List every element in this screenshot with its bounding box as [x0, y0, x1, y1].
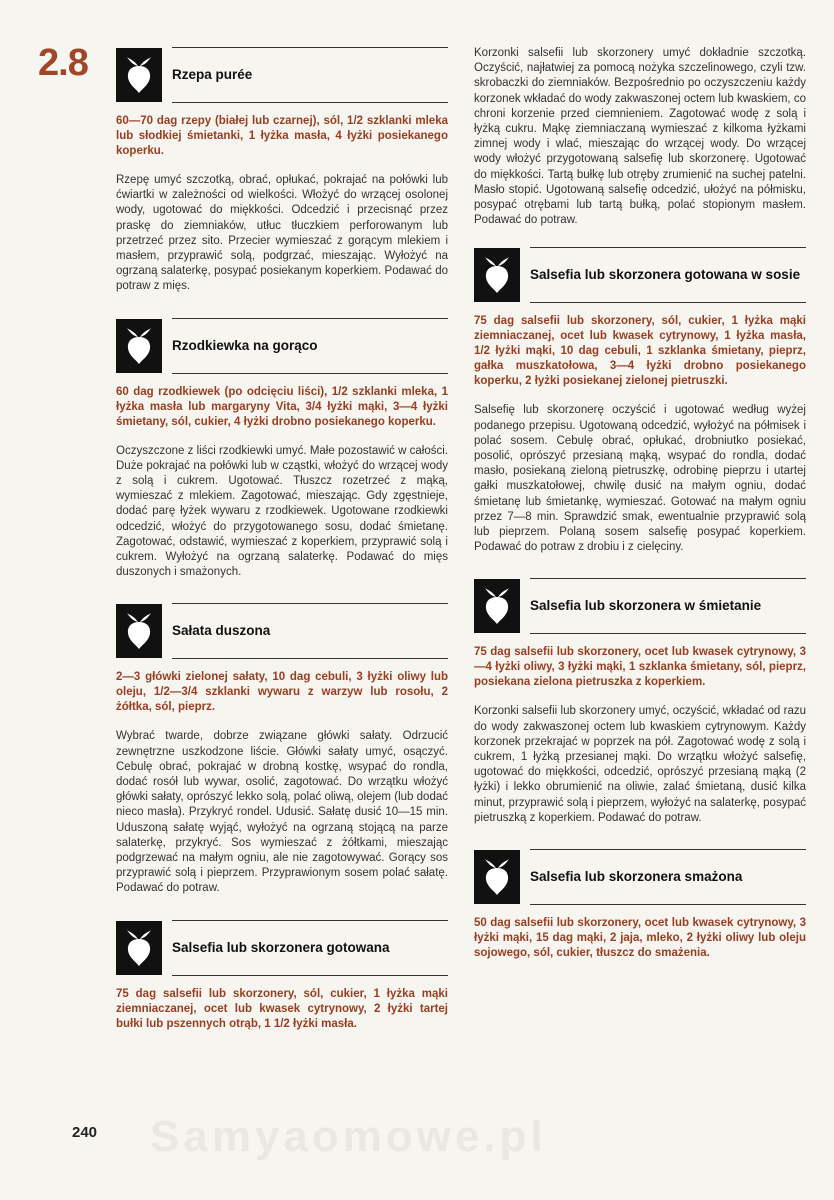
recipe-title: Sałata duszona	[172, 623, 271, 639]
recipe	[474, 848, 806, 961]
recipe-title-bar	[172, 47, 448, 103]
recipe-ingredients: 60—70 dag rzepy (białej lub czarnej), sól, 1/2 szklanki mleka lub słodkiej śmietanki, 1 łyżka masła, 4 łyżki posiekanego koperku.	[116, 115, 448, 157]
recipe-title-bar	[172, 920, 448, 976]
recipe-title-bar	[530, 578, 806, 634]
recipe-title: Rzodkiewka na gorąco	[172, 337, 318, 353]
recipe	[116, 317, 448, 581]
recipe-title-bar	[530, 849, 806, 905]
recipe-ingredients: 50 dag salsefii lub skorzonery, ocet lub kwasek cytrynowy, 3 łyżki mąki, 15 dag mąki, 2 jaja, mleko, 2 łyżki oliwy lub oleju sojowego, sól, cukier, tłuszcz do smażenia.	[474, 917, 806, 960]
right-column	[474, 46, 806, 983]
recipe-title-bar	[172, 318, 448, 374]
recipe-header	[474, 848, 806, 906]
recipe-method: Oczyszczone z liści rzodkiewki umyć. Małe pozostawić w całości. Duże pokrajać na połówki lub w cząstki, włożyć do wrzącej wody z solą i cukrem. Ugotować. Tłuszcz rozetrzeć z mąką, wymieszać z mlekiem. Zagotować, mieszając. Gdy zgęstnieje, dodać parę łyżek wywaru z rzodkiewek. Ugotowane rzodkiewki odcedzić, włożyć do przygotowanego sosu, dodać śmietanę. Zagotować, odstawić, wymieszać z koperkiem, przyprawić solą i cukrem. Wyłożyć na ogrzaną salaterkę. Podawać do mięs duszonych i smażonych.	[116, 444, 448, 579]
recipe-ingredients: 75 dag salsefii lub skorzonery, sól, cukier, 1 łyżka mąki ziemniaczanej, ocet lub kwasek cytrynowy, 1 łyżka masła, 1/2 łyżki mąki, 10 dag cebuli, 1 szklanka śmietany, pieprz, gałka muszkatołowa, 3—4 łyżki drobno posiekanego koperku, 2 łyżki posiekanej zielonej pietruszki.	[474, 315, 806, 388]
watermark: Samyaomowe.pl	[150, 1112, 547, 1161]
recipe	[116, 602, 448, 896]
recipe-title: Salsefia lub skorzonera gotowana	[172, 939, 390, 955]
vegetable-icon	[116, 604, 162, 658]
vegetable-icon	[116, 921, 162, 975]
recipe-title: Rzepa purée	[172, 67, 253, 82]
recipe-title: Salsefia lub skorzonera w śmietanie	[530, 598, 762, 614]
recipe-ingredients: 2—3 główki zielonej sałaty, 10 dag cebuli, 3 łyżki oliwy lub oleju, 1/2—3/4 szklanki wywaru z warzyw lub rosołu, 2 żółtka, sól, pieprz.	[116, 671, 448, 714]
recipe	[116, 919, 448, 1032]
left-column	[116, 46, 448, 1054]
recipe-header	[116, 317, 448, 375]
recipe-title-bar	[530, 247, 806, 303]
chapter-number: 2.8	[38, 42, 88, 84]
vegetable-icon	[116, 48, 162, 102]
recipe-title-bar	[172, 603, 448, 659]
page-number: 240	[72, 1124, 98, 1141]
recipe-header	[474, 246, 806, 304]
recipe	[116, 46, 448, 295]
recipe-header	[116, 602, 448, 660]
recipe-header	[474, 577, 806, 635]
recipe-title: Salsefia lub skorzonera smażona	[530, 869, 743, 885]
recipe-header	[116, 46, 448, 104]
recipe-method: Salsefię lub skorzonerę oczyścić i ugotować według wyżej podanego przepisu. Ugotowaną odcedzić, wyłożyć na półmisek i polać sosem. Cebulę obrać, opłukać, drobniutko posiekać, posolić, oprószyć przesianą mąką, wsypać do rondla, dodać masło, posiekaną zieloną pietruszkę, odrobinę pieprzu i utartej gałki muszkatołowej, chwilę dusić na małym ogniu, dodać śmietanę lub śmietankę, wymieszać. Gotować na małym ogniu przez 7—8 min. Sprawdzić smak, ewentualnie przyprawić solą lub pieprzem. Polaną sosem salsefię posypać koperkiem. Podawać do potraw z drobiu i z cielęciny.	[474, 404, 806, 554]
recipe	[474, 577, 806, 826]
recipe-header	[116, 919, 448, 977]
recipe-method: Korzonki salsefii lub skorzonery umyć, oczyścić, wkładać od razu do wody zakwaszonej octem lub kwaskiem cytrynowym. Każdy korzonek przekrajać w poprzek na pół. Zagotować wodę z solą i cukrem, 1 łyżką przesianej mąki. Do wrzątku włożyć salsefię, ugotować do miękkości, odcedzić, oprószyć przesianą mąką (2 łyżki) i lekko obrumienić na oliwie, zalać śmietaną, dusić kilka minut, przyprawić solą i pieprzem, wyłożyć na salaterkę, posypać pietruszką z koperkiem. Podawać do potraw.	[474, 705, 806, 824]
vegetable-icon	[474, 579, 520, 633]
recipe-title: Salsefia lub skorzonera gotowana w sosie	[530, 267, 801, 283]
recipe-ingredients: 75 dag salsefii lub skorzonery, ocet lub kwasek cytrynowy, 3—4 łyżki oliwy, 3 łyżki mąki, 1 szklanka śmietany, sól, pieprz, posiekana zielona pietruszka z koperkiem.	[474, 646, 806, 689]
vegetable-icon	[116, 319, 162, 373]
recipe-ingredients: 60 dag rzodkiewek (po odcięciu liści), 1/2 szklanki mleka, 1 łyżka masła lub margaryny Vita, 3/4 łyżki mąki, 3—4 łyżki śmietany, sól, cukier, 4 łyżki drobno posiekanego koperku.	[116, 385, 448, 428]
recipe-method-continued: Korzonki salsefii lub skorzonery umyć dokładnie szczotką. Oczyścić, najłatwiej za pomocą nożyka szczelinowego, czyli tzw. skrobaczki do ziemniaków. Bezpośrednio po oczyszczeniu każdy korzonek wkładać do wody zakwaszonej octem lub kwaskiem, co chroni korzenie przed ciemnieniem. Zagotować wodę z solą i łyżką cukru. Mąkę ziemniaczaną wymieszać z kilkoma łyżkami zimnej wody i wlać, mieszając do wrzącej wody. Do wrzącej wody włożyć przygotowaną salsefię lub skorzonerę. Ugotować do miękkości. Tartą bułkę lub otręby zrumienić na suchej patelni. Masło stopić. Ugotowaną salsefię odcedzić, ułożyć na półmisku, posypać otrębami lub tartą bułką, polać stopionym masłem. Podawać do potraw.	[474, 47, 806, 227]
vegetable-icon	[474, 850, 520, 904]
vegetable-icon	[474, 248, 520, 302]
recipe-ingredients: 75 dag salsefii lub skorzonery, sól, cukier, 1 łyżka mąki ziemniaczanej, ocet lub kwasek cytrynowy, 2 łyżki tartej bułki lub pszennych otrąb, 1 1/2 łyżki masła.	[116, 987, 448, 1030]
recipe	[474, 246, 806, 555]
recipe-method: Wybrać twarde, dobrze związane główki sałaty. Odrzucić zewnętrzne uszkodzone liście. Główki sałaty umyć, osączyć. Cebulę obrać, pokrajać w drobną kostkę, wsypać do rondla, dodać rosół lub wywar, osolić, zagotować. Do wrzątku włożyć główki sałaty, oprószyć lekko solą, polać oliwą, olejem (lub dodać nieco masła). Przykryć rondel. Udusić. Sałatę dusić 10—15 min. Uduszoną sałatę wyjąć, wyłożyć na ogrzaną stojącą na parze salaterkę, przykryć. Sos wymieszać z żółtkami, mieszając podgrzewać na małym ogniu, ale nie zagotowywać. Gorący sos przyprawić solą i pieprzem. Przyprawionym sosem polać sałatę. Podawać do potraw.	[116, 730, 448, 895]
recipe-method: Rzepę umyć szczotką, obrać, opłukać, pokrajać na połówki lub ćwiartki w zależności od wielkości. Włożyć do wrzącej osolonej wody, ugotować do miękkości. Odcedzić i przecisnąć przez praskę do ziemniaków, utłuc tłuczkiem perforowanym lub przetrzeć przez sito. Przecier wymieszać z gorącym mlekiem i masłem, przyprawić solą, podgrzać, mieszając. Wyłożyć na ogrzaną salaterkę, posypać posiekanym koperkiem. Podawać do potraw z mięs.	[116, 174, 448, 293]
